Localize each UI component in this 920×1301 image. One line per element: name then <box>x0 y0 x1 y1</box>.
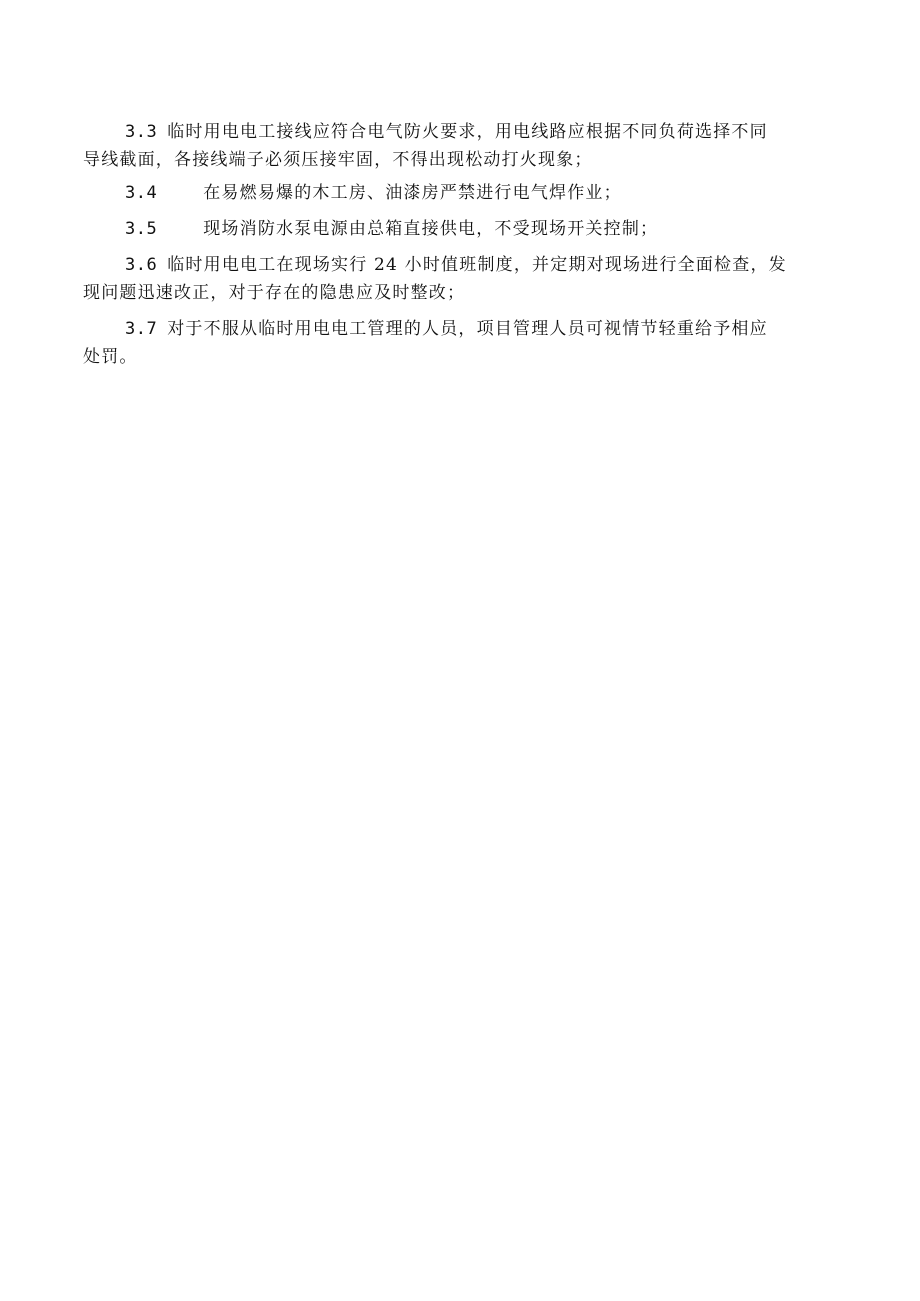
clause-3-7 <box>83 315 839 371</box>
clause-number: 3.5 <box>125 219 158 239</box>
clause-3-3 <box>83 118 839 174</box>
clause-text-line2: 导线截面，各接线端子必须压接牢固，不得出现松动打火现象； <box>83 150 593 170</box>
clause-text: 在易燃易爆的木工房、油漆房严禁进行电气焊作业； <box>203 183 622 203</box>
clause-number: 3.6 <box>125 255 158 275</box>
clause-text-line1: 临时用电电工在现场实行 24 小时值班制度，并定期对现场进行全面检查，发 <box>167 255 787 275</box>
clause-3-6 <box>83 251 839 307</box>
clause-text-line2: 处罚。 <box>83 347 138 367</box>
clause-number: 3.7 <box>125 319 158 339</box>
clause-3-5 <box>83 215 839 243</box>
clause-text-line1: 对于不服从临时用电电工管理的人员，项目管理人员可视情节轻重给予相应 <box>167 319 768 339</box>
clause-text-line2: 现问题迅速改正，对于存在的隐患应及时整改； <box>83 283 466 303</box>
document-body <box>83 118 839 371</box>
clause-number: 3.3 <box>125 122 158 142</box>
clause-number: 3.4 <box>125 183 158 203</box>
clause-3-4 <box>83 179 839 207</box>
clause-text: 现场消防水泵电源由总箱直接供电，不受现场开关控制； <box>203 219 659 239</box>
clause-text-line1: 临时用电电工接线应符合电气防火要求，用电线路应根据不同负荷选择不同 <box>167 122 768 142</box>
